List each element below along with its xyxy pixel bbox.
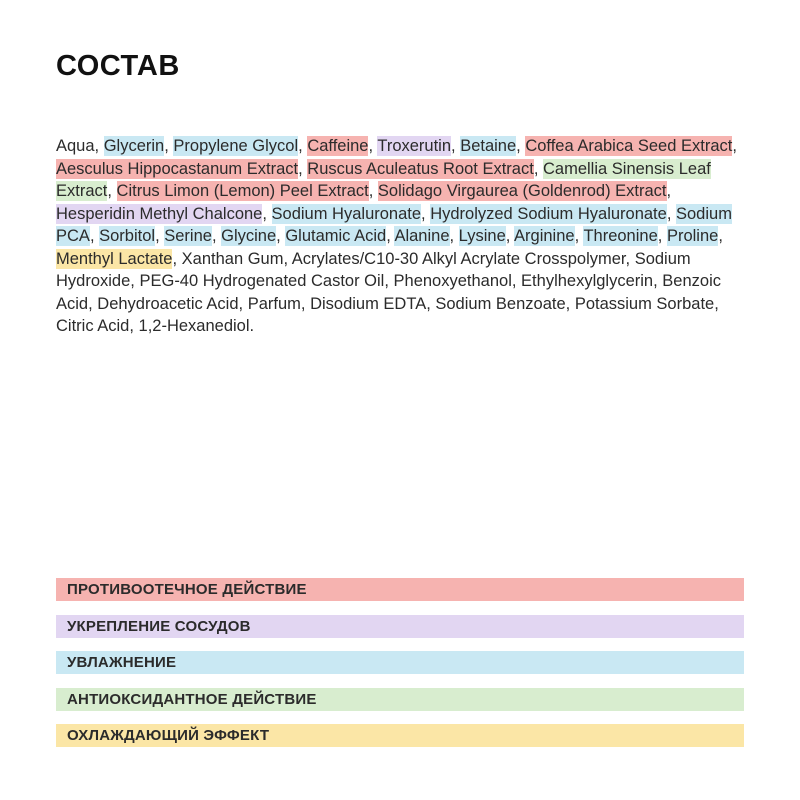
ingredient: Propylene Glycol: [173, 137, 299, 155]
ingredient: Sorbitol: [99, 227, 156, 245]
ingredient: Glutamic Acid: [285, 227, 387, 245]
ingredient: Sodium Benzoate: [435, 294, 566, 313]
ingredients-list: Aqua, Glycerin, Propylene Glycol, Caffeine, Troxerutin, Betaine, Coffea Arabica Seed Extract, Aesculus Hippocastanum Extract, Ruscus Aculeatus Root Extract, Camellia Sinensis Leaf Extract, Citrus Limon (Lemon) Peel Extract, Solidago Virgaurea (Goldenrod) Extract, Hesperidin Methyl Chalcone, Sodium Hyaluronate, Hydrolyzed Sodium Hyaluronate, Sodium PCA, Sorbitol, Serine, Glycine, Glutamic Acid, Alanine, Lysine, Arginine, Threonine, Proline, Menthyl Lactate, Xanthan Gum, Acrylates/C10-30 Alkyl Acrylate Crosspolymer, Sodium Hydroxide, PEG-40 Hydrogenated Castor Oil, Phenoxyethanol, Ethylhexylglycerin, Benzoic Acid, Dehydroacetic Acid, Parfum, Disodium EDTA, Sodium Benzoate, Potassium Sorbate, Citric Acid, 1,2-Hexanediol.: [56, 137, 737, 335]
ingredient: Threonine: [583, 227, 658, 245]
legend-item-red: ПРОТИВООТЕЧНОЕ ДЕЙСТВИЕ: [56, 578, 744, 601]
ingredient: Glycerin: [103, 137, 165, 155]
ingredient: Aqua: [56, 137, 95, 155]
ingredient: Phenoxyethanol: [393, 272, 512, 290]
ingredient: Acrylates/C10-30 Alkyl Acrylate Crosspolymer: [291, 249, 626, 268]
ingredient: Coffea Arabica Seed Extract: [525, 137, 733, 155]
ingredient: Menthyl Lactate: [56, 249, 173, 268]
ingredient: Lysine: [458, 227, 506, 245]
ingredient: Parfum: [247, 294, 301, 313]
ingredient: Disodium EDTA: [310, 294, 427, 313]
ingredient: Ruscus Aculeatus Root Extract: [307, 159, 534, 178]
ingredient: Ethylhexylglycerin: [521, 272, 654, 290]
ingredient: Solidago Virgaurea (Goldenrod) Extract: [377, 182, 667, 200]
ingredient: Potassium Sorbate: [574, 294, 715, 313]
legend-item-green: АНТИОКСИДАНТНОЕ ДЕЙСТВИЕ: [56, 688, 744, 711]
ingredient: Dehydroacetic Acid: [97, 294, 239, 313]
ingredient: Sodium Hyaluronate: [271, 204, 422, 223]
ingredient: Sodium Hydroxide: [56, 249, 691, 290]
ingredient: Hesperidin Methyl Chalcone: [56, 204, 263, 223]
ingredient: Sodium PCA: [56, 204, 732, 245]
page-title: СОСТАВ: [56, 50, 180, 82]
ingredient: 1,2-Hexanediol: [138, 317, 250, 335]
ingredient: Benzoic Acid: [56, 272, 721, 313]
ingredient: Betaine: [460, 137, 517, 155]
ingredient: Citrus Limon (Lemon) Peel Extract: [116, 182, 369, 200]
ingredient: Alanine: [394, 227, 450, 245]
ingredient: Serine: [164, 227, 212, 245]
ingredient: Glycine: [221, 227, 277, 245]
legend-item-purple: УКРЕПЛЕНИЕ СОСУДОВ: [56, 615, 744, 638]
legend-item-yellow: ОХЛАЖДАЮЩИЙ ЭФФЕКТ: [56, 724, 744, 747]
ingredient: Xanthan Gum: [181, 249, 284, 268]
ingredient: Proline: [666, 227, 719, 245]
ingredient: PEG-40 Hydrogenated Castor Oil: [139, 272, 385, 290]
ingredient: Troxerutin: [377, 137, 452, 155]
legend: [56, 578, 744, 761]
ingredient: Arginine: [514, 227, 575, 245]
ingredient: Aesculus Hippocastanum Extract: [56, 159, 299, 178]
legend-item-blue: УВЛАЖНЕНИЕ: [56, 651, 744, 674]
ingredient: Camellia Sinensis Leaf Extract: [56, 159, 711, 200]
ingredient: Hydrolyzed Sodium Hyaluronate: [430, 204, 667, 223]
ingredient: Caffeine: [307, 137, 369, 155]
ingredient: Citric Acid: [56, 317, 130, 335]
